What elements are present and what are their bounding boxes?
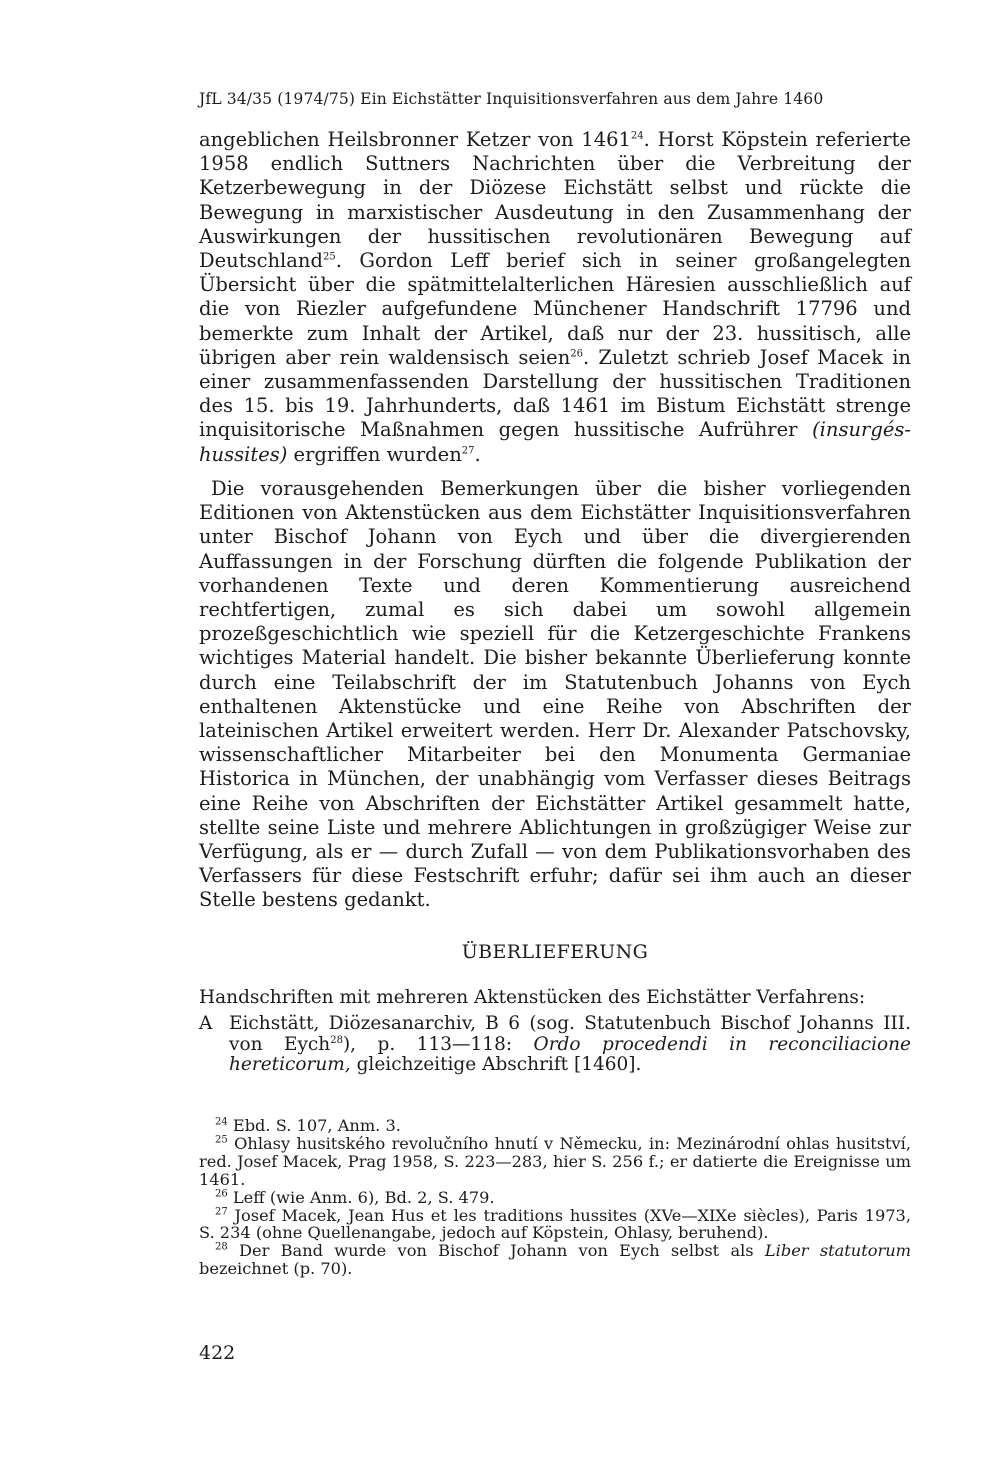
text-segment: . Horst Köpstein referierte 1958 endlich Suttners Nachrichten über die Verbreitung der Ketzerbewegung in der Diözese Eichstätt selbst und rückte die Bewegung in marxistischer Ausdeutung in den Zusammenhang der Auswirkungen der hussitischen revolutionären Bewegung auf Deutschland: [199, 128, 911, 273]
footnotes: [199, 1117, 911, 1278]
text-segment: . Zuletzt schrieb Josef Macek in einer zusammenfassenden Darstellung der hussitischen Traditionen des 15. bis 19. Jahrhunderts, daß 1461 im Bistum Eichstätt strenge inquisitorische Maßnahmen gegen hussitische Aufrührer: [199, 345, 911, 442]
italic-term: (insurgés-hussites): [199, 418, 911, 466]
body-paragraph-1: [199, 128, 911, 467]
footnote-ref-25[interactable]: 25: [322, 251, 336, 263]
footnote-26: [199, 1189, 911, 1207]
text-segment: . Gordon Leff berief sich in seiner großangelegten Übersicht über die spätmittelalterlichen Häresien ausschließlich auf die von Riezler aufgefundene Münchener Handschrift 17796 und bemerkte zum Inhalt der Artikel, daß nur der 23. hussitisch, alle übrigen aber rein waldensisch seien: [199, 249, 911, 369]
text-segment: gleichzeitige Abschrift [1460].: [350, 1054, 642, 1075]
body-paragraph-2: Die vorausgehenden Bemerkungen über die bisher vorliegenden Editionen von Aktenstücken aus dem Eichstätter Inquisitionsverfahren unter Bischof Johann von Eych und über die divergierenden Auffassungen in der Forschung dürften die folgende Publikation der vorhandenen Texte und deren Kommentierung ausreichend rechtfertigen, zumal es sich dabei um sowohl allgemein prozeßgeschichtlich wie speziell für die Ketzergeschichte Frankens wichtiges Material handelt. Die bisher bekannte Überlieferung konnte durch eine Teilabschrift der im Statutenbuch Johanns von Eych enthaltenen Aktenstücke und eine Reihe von Abschriften der lateinischen Artikel erweitert werden. Herr Dr. Alexander Patschovsky, wissenschaftlicher Mitarbeiter bei den Monumenta Germaniae Historica in München, der unabhängig vom Verfasser dieses Beitrags eine Reihe von Abschriften der Eichstätter Artikel gesammelt hatte, stellte seine Liste und mehrere Ablichtungen in großzügiger Weise zur Verfügung, als er — durch Zufall — von dem Publikationsvorhaben des Verfassers für diese Festschrift erfuhr; dafür sei ihm auch an dieser Stelle bestens gedankt.: [199, 477, 911, 912]
footnote-number: 28: [215, 1241, 228, 1253]
footnote-ref-24[interactable]: 24: [630, 130, 644, 142]
footnote-28: [199, 1242, 911, 1278]
running-head: JfL 34/35 (1974/75) Ein Eichstätter Inquisitionsverfahren aus dem Jahre 1460: [199, 90, 824, 108]
text-segment: Eichstätt, Diözesanarchiv, B 6 (sog. Statutenbuch Bischof Johanns III. von Eych: [229, 1013, 911, 1055]
footnote-number: 25: [215, 1134, 228, 1146]
footnote-text: Der Band wurde von Bischof Johann von Eych selbst als: [227, 1241, 765, 1261]
footnote-ref-26[interactable]: 26: [570, 348, 584, 360]
footnote-text: Ohlasy husitského revolučního hnutí v Německu, in: Mezinárodní ohlas husitství, red. Josef Macek, Prag 1958, S. 223—283, hier S. 256 f.; er datierte die Ereignisse um 1461.: [199, 1133, 911, 1189]
text-segment: ergriffen wurden: [287, 442, 462, 466]
footnote-ref-28[interactable]: 28: [330, 1034, 343, 1046]
text-segment: .: [474, 442, 481, 466]
italic-title: Liber statutorum: [764, 1241, 911, 1261]
text-segment: ), p. 113—118:: [342, 1033, 534, 1055]
manuscript-siglum: A: [199, 1013, 213, 1034]
page-number: 422: [199, 1342, 236, 1364]
manuscript-description: [229, 1014, 911, 1076]
footnote-text: Josef Macek, Jean Hus et les traditions hussites (XVe—XIXe siècles), Paris 1973, S. 234 (ohne Quellenangabe, jedoch auf Köpstein, Ohlasy, beruhend).: [199, 1205, 911, 1243]
footnote-text: bezeichnet (p. 70).: [199, 1259, 353, 1279]
footnote-24: [199, 1117, 911, 1135]
footnote-number: 27: [215, 1206, 228, 1218]
footnote-text: Leff (wie Anm. 6), Bd. 2, S. 479.: [227, 1187, 495, 1207]
manuscripts-heading: Handschriften mit mehreren Aktenstücken des Eichstätter Verfahrens:: [199, 987, 866, 1008]
footnote-number: 26: [215, 1188, 228, 1200]
section-heading: ÜBERLIEFERUNG: [461, 941, 649, 963]
text-segment: angeblichen Heilsbronner Ketzer von 1461: [199, 128, 631, 151]
footnote-ref-27[interactable]: 27: [461, 445, 475, 457]
footnote-27: [199, 1207, 911, 1243]
italic-title: Ordo procedendi in reconciliacione hereticorum,: [229, 1033, 912, 1075]
footnote-25: [199, 1135, 911, 1189]
footnote-text: Ebd. S. 107, Anm. 3.: [227, 1116, 401, 1135]
footnote-number: 24: [215, 1116, 228, 1128]
